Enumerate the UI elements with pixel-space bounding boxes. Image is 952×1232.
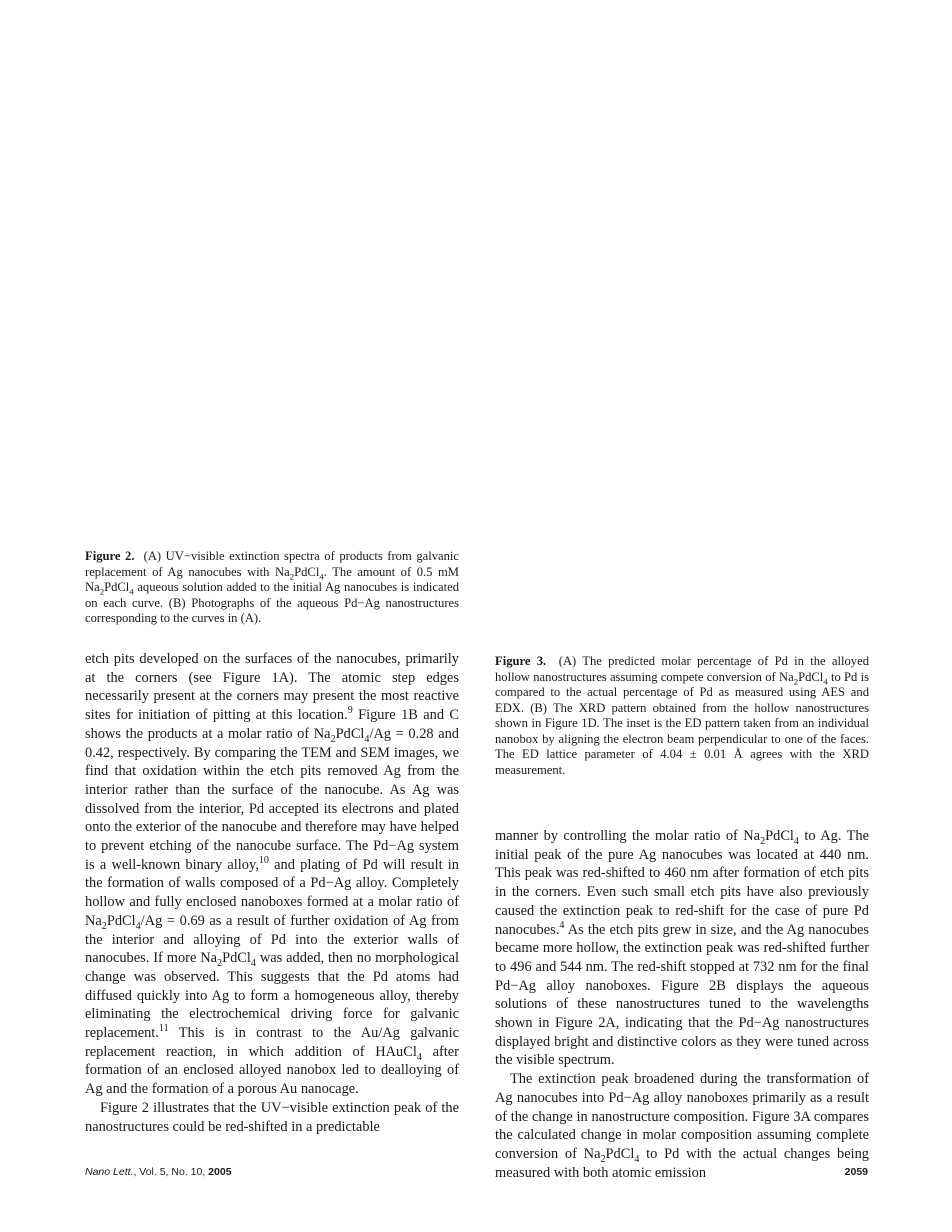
paragraph: The extinction peak broadened during the transformation of Ag nanocubes into Pd−Ag alloy nanoboxes primarily as a result of the change in nanostructure composition. Figure 3A compares the calculated change in molar composition assuming complete conversion of $Na_2PdCl_4$ to Pd with the actual changes being measured with both atomic emission	[495, 1071, 870, 1181]
figure-2-label: Figure 2.	[85, 549, 135, 563]
page-number: 2059	[844, 1166, 868, 1178]
journal-citation: Nano Lett., Vol. 5, No. 10, 2005	[85, 1166, 232, 1178]
figure-3-label: Figure 3.	[495, 654, 547, 668]
right-column-body	[495, 827, 869, 1182]
paragraph: Figure 2 illustrates that the UV−visible extinction peak of the nanostructures could be red-shifted in a predictable	[85, 1099, 459, 1135]
figure-3-caption: Figure 3. (A) The predicted molar percentage of Pd in the alloyed hollow nanostructures assuming compete conversion of $Na_2PdCl_4$ to Pd is compared to the actual percentage of Pd as measured using AES and EDX. (B) The XRD pattern obtained from the hollow nanostructures shown in Figure 1D. The inset is the ED pattern taken from an individual nanobox by aligning the electron beam perpendicular to one of the faces. The ED lattice parameter of 4.04 ± 0.01 Å agrees with the XRD measurement.	[495, 654, 869, 777]
paragraph: etch pits developed on the surfaces of the nanocubes, primarily at the corners (see Figure 1A). The atomic step edges necessarily present at the corners may present the most reactive sites for initiation of pitting at this location.$^9$ Figure 1B and C shows the products at a molar ratio of $Na_2PdCl_4/Ag = 0.28$ and 0.42, respectively. By comparing the TEM and SEM images, we find that oxidation within the etch pits removed Ag from the interior rather than the surface of the nanocube. As Ag was dissolved from the interior, Pd accepted its electrons and plated onto the exterior of the nanocube and therefore may have helped to prevent etching of the nanocube surface. The Pd−Ag system is a well-known binary alloy,$^{10}$ and plating of Pd will result in the formation of walls composed of a Pd−Ag alloy. Completely hollow and fully enclosed nanoboxes formed at a molar ratio of $Na_2PdCl_4/Ag = 0.69$ as a result of further oxidation of Ag from the interior and alloying of Pd into the exterior walls of nanocubes. If more $Na_2PdCl_4$ was added, then no morphological change was observed. This suggests that the Pd atoms had diffused quickly into Ag to form a homogeneous alloy, thereby eliminating the electrochemical driving force for galvanic replacement.$^{11}$ This is in contrast to the Au/Ag galvanic replacement reaction, in which addition of HAuCl$_4$ after formation of an enclosed alloyed nanobox led to dealloying of Ag and the formation of a porous Au nanocage.	[85, 651, 459, 1098]
figure-2-caption: Figure 2. (A) UV−visible extinction spectra of products from galvanic replacement of Ag nanocubes with $Na_2PdCl_4$. The amount of 0.5 mM $Na_2PdCl_4$ aqueous solution added to the initial Ag nanocubes is indicated on each curve. (B) Photographs of the aqueous Pd−Ag nanostructures corresponding to the curves in (A).	[85, 549, 460, 625]
paragraph: manner by controlling the molar ratio of $Na_2PdCl_4$ to Ag. The initial peak of the pure Ag nanocubes was located at 440 nm. This peak was red-shifted to 460 nm after formation of etch pits in the corners. Even such small etch pits have also previously caused the extinction peak to red-shift for the case of pure Pd nanocubes.$^4$ As the etch pits grew in size, and the Ag nanocubes became more hollow, the extinction peak was red-shifted further to 496 and 544 nm. The red-shift stopped at 732 nm for the final Pd−Ag alloy nanoboxes. Figure 2B displays the aqueous solutions of these nanostructures tuned to the wavelengths shown in Figure 2A, indicating that the Pd−Ag nanostructures displayed bright and distinctive colors as they were tuned across the visible spectrum.	[495, 828, 869, 1069]
left-column-body	[85, 650, 459, 1136]
